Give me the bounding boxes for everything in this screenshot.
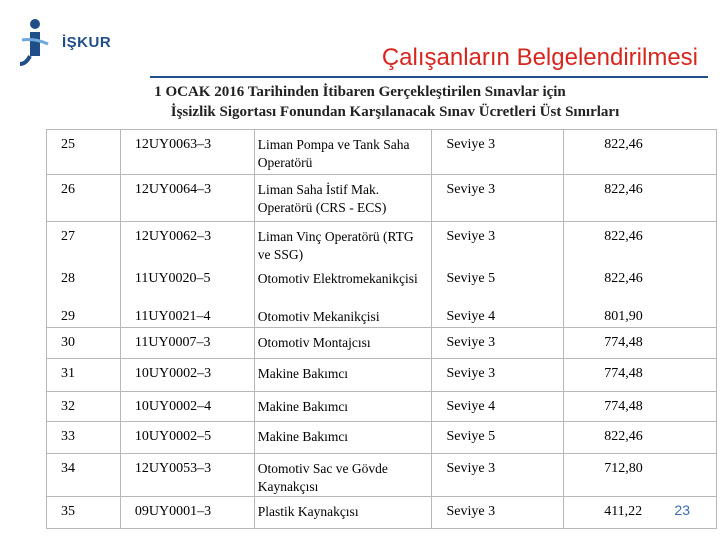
fee-amount: 822,46	[564, 175, 717, 222]
fee-amount: 411,22	[564, 496, 717, 528]
row-number: 32	[47, 391, 121, 421]
level: Seviye 4	[432, 302, 564, 327]
qualification-name: Plastik Kaynakçısı	[254, 496, 432, 528]
table-row	[47, 453, 717, 496]
row-number: 26	[47, 175, 121, 222]
standard-code: 12UY0062–3	[120, 222, 254, 265]
level: Seviye 3	[432, 327, 564, 358]
table-row	[47, 496, 717, 528]
row-number: 35	[47, 496, 121, 528]
row-number: 31	[47, 358, 121, 391]
standard-code: 12UY0064–3	[120, 175, 254, 222]
level: Seviye 3	[432, 358, 564, 391]
row-number: 33	[47, 421, 121, 453]
table-row	[47, 358, 717, 391]
row-number: 30	[47, 327, 121, 358]
subtitle	[0, 82, 720, 122]
qualification-name: Liman Pompa ve Tank Saha Operatörü	[254, 130, 432, 175]
table-row	[47, 391, 717, 421]
fee-amount: 774,48	[564, 391, 717, 421]
qualification-name: Makine Bakımcı	[254, 358, 432, 391]
standard-code: 11UY0007–3	[120, 327, 254, 358]
standard-code: 10UY0002–3	[120, 358, 254, 391]
table-row	[47, 175, 717, 222]
level: Seviye 3	[432, 175, 564, 222]
qualification-name: Liman Vinç Operatörü (RTG ve SSG)	[254, 222, 432, 265]
fee-table	[46, 129, 717, 529]
page-title: Çalışanların Belgelendirilmesi	[381, 44, 698, 71]
fee-amount: 801,90	[564, 302, 717, 327]
qualification-name: Otomotiv Montajcısı	[254, 327, 432, 358]
fee-amount: 822,46	[564, 222, 717, 265]
qualification-name: Liman Saha İstif Mak. Operatörü (CRS - ECS)	[254, 175, 432, 222]
level: Seviye 5	[432, 421, 564, 453]
title-divider	[150, 76, 708, 78]
table-row	[47, 222, 717, 265]
level: Seviye 3	[432, 130, 564, 175]
level: Seviye 3	[432, 222, 564, 265]
row-number: 27	[47, 222, 121, 265]
qualification-name: Otomotiv Sac ve Gövde Kaynakçısı	[254, 453, 432, 496]
page-number: 23	[674, 502, 690, 518]
fee-amount: 774,48	[564, 358, 717, 391]
row-number: 34	[47, 453, 121, 496]
standard-code: 10UY0002–4	[120, 391, 254, 421]
standard-code: 11UY0020–5	[120, 264, 254, 302]
row-number: 25	[47, 130, 121, 175]
subtitle-line-2: İşsizlik Sigortası Fonundan Karşılanacak Sınav Ücretleri Üst Sınırları	[170, 104, 620, 120]
table-row	[47, 421, 717, 453]
standard-code: 12UY0063–3	[120, 130, 254, 175]
table-row	[47, 302, 717, 327]
fee-amount: 712,80	[564, 453, 717, 496]
qualification-name: Makine Bakımcı	[254, 421, 432, 453]
fee-amount: 774,48	[564, 327, 717, 358]
row-number: 28	[47, 264, 121, 302]
qualification-name: Otomotiv Elektromekanikçisi	[254, 264, 432, 302]
table-row	[47, 327, 717, 358]
level: Seviye 5	[432, 264, 564, 302]
table-row	[47, 130, 717, 175]
qualification-name: Otomotiv Mekanikçisi	[254, 302, 432, 327]
level: Seviye 4	[432, 391, 564, 421]
iskur-logo-icon	[20, 18, 50, 66]
logo-text: İŞKUR	[62, 34, 112, 51]
row-number: 29	[47, 302, 121, 327]
fee-amount: 822,46	[564, 264, 717, 302]
level: Seviye 3	[432, 453, 564, 496]
standard-code: 10UY0002–5	[120, 421, 254, 453]
fee-amount: 822,46	[564, 421, 717, 453]
fee-amount: 822,46	[564, 130, 717, 175]
table-row	[47, 264, 717, 302]
standard-code: 09UY0001–3	[120, 496, 254, 528]
level: Seviye 3	[432, 496, 564, 528]
qualification-name: Makine Bakımcı	[254, 391, 432, 421]
subtitle-line-1: 1 OCAK 2016 Tarihinden İtibaren Gerçekleştirilen Sınavlar için	[154, 84, 566, 100]
standard-code: 11UY0021–4	[120, 302, 254, 327]
standard-code: 12UY0053–3	[120, 453, 254, 496]
iskur-logo	[20, 18, 130, 68]
